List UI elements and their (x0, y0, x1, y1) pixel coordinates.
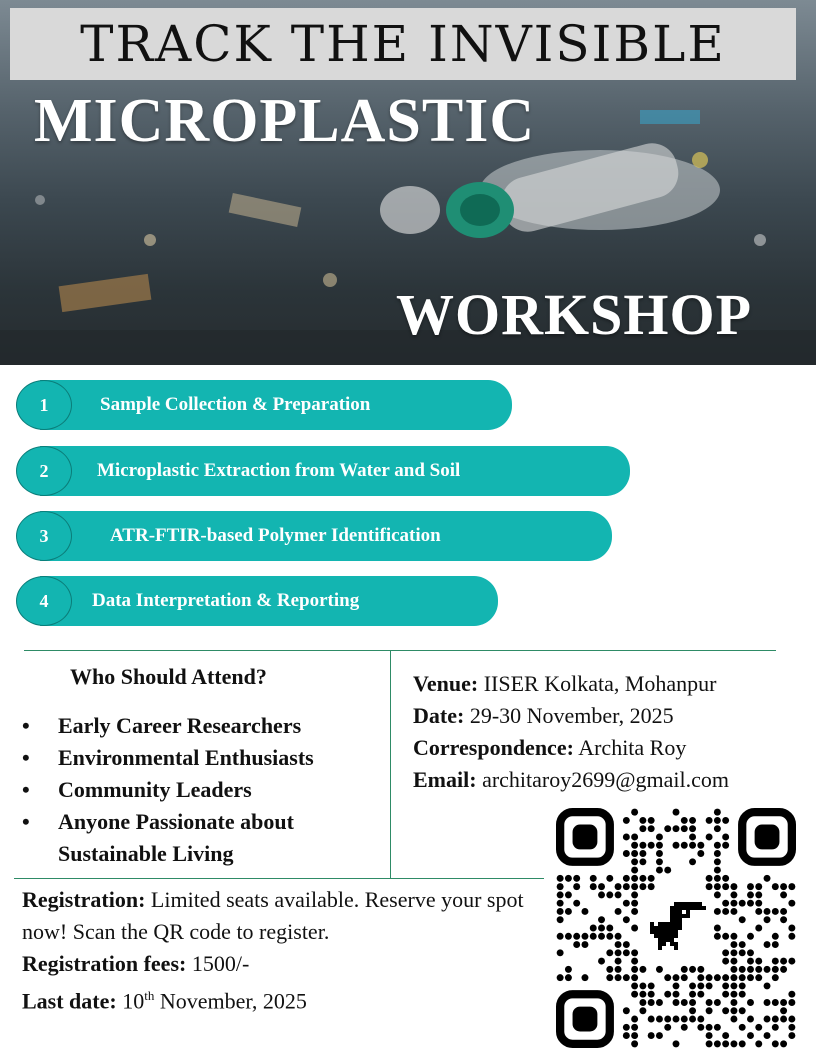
title-banner (10, 8, 796, 80)
step-number: 2 (16, 446, 72, 496)
last-date-label: Last date: (22, 988, 117, 1014)
venue-label: Venue: (413, 671, 479, 696)
divider-vertical (390, 650, 391, 878)
list-item-text: Anyone Passionate about Sustainable Living (58, 809, 294, 866)
heading-workshop: WORKSHOP (396, 282, 753, 347)
qr-code-image (556, 808, 796, 1048)
date-line (413, 700, 813, 732)
heading-microplastic: MICROPLASTIC (34, 87, 536, 155)
fees-value: 1500/- (191, 951, 250, 976)
email-line (413, 764, 813, 796)
email-label: Email: (413, 767, 477, 792)
step-label: ATR-FTIR-based Polymer Identification (110, 525, 441, 546)
attend-heading: Who Should Attend? (70, 664, 267, 689)
list-item (22, 710, 382, 742)
registration-text: Limited seats available. Reserve your spot now! Scan the QR code to register. (22, 887, 524, 944)
date-label: Date: (413, 703, 465, 728)
last-date-rest: November, 2025 (159, 988, 307, 1014)
list-item-text: Community Leaders (58, 777, 252, 802)
venue-value: IISER Kolkata, Mohanpur (483, 671, 717, 696)
step-1 (16, 380, 512, 430)
bullet: • (22, 745, 30, 770)
qr-code[interactable] (556, 808, 796, 1048)
email-value: architaroy2699@gmail.com (482, 767, 729, 792)
correspondence-value: Archita Roy (578, 735, 687, 760)
registration-label: Registration: (22, 887, 146, 912)
bullet: • (22, 809, 30, 834)
fees-line (22, 948, 542, 980)
list-item (22, 774, 382, 806)
correspondence-label: Correspondence: (413, 735, 574, 760)
last-date-line (22, 980, 542, 1017)
hero-banner (0, 0, 816, 365)
step-2 (16, 446, 630, 496)
step-number: 3 (16, 511, 72, 561)
venue-line (413, 668, 813, 700)
list-item (22, 806, 382, 870)
step-number: 4 (16, 576, 72, 626)
divider-top (24, 650, 776, 651)
registration-block (22, 884, 542, 1017)
step-3 (16, 511, 612, 561)
step-label: Data Interpretation & Reporting (92, 590, 360, 611)
attend-list (22, 710, 382, 870)
date-value: 29-30 November, 2025 (469, 703, 674, 728)
list-item (22, 742, 382, 774)
registration-line (22, 884, 542, 948)
last-date-day: 10 (122, 988, 145, 1014)
bullet: • (22, 777, 30, 802)
last-date-suffix: th (144, 988, 155, 1003)
bullet: • (22, 713, 30, 738)
correspondence-line (413, 732, 813, 764)
fees-label: Registration fees: (22, 951, 187, 976)
step-label: Sample Collection & Preparation (100, 394, 371, 415)
list-item-text: Environmental Enthusiasts (58, 745, 314, 770)
step-number: 1 (16, 380, 72, 430)
step-4 (16, 576, 498, 626)
event-info (413, 668, 813, 796)
divider-bottom (14, 878, 544, 879)
step-label: Microplastic Extraction from Water and Soil (97, 460, 461, 481)
list-item-text: Early Career Researchers (58, 713, 302, 738)
page-title: TRACK THE INVISIBLE (80, 15, 726, 73)
dinosaur-icon (650, 902, 706, 950)
